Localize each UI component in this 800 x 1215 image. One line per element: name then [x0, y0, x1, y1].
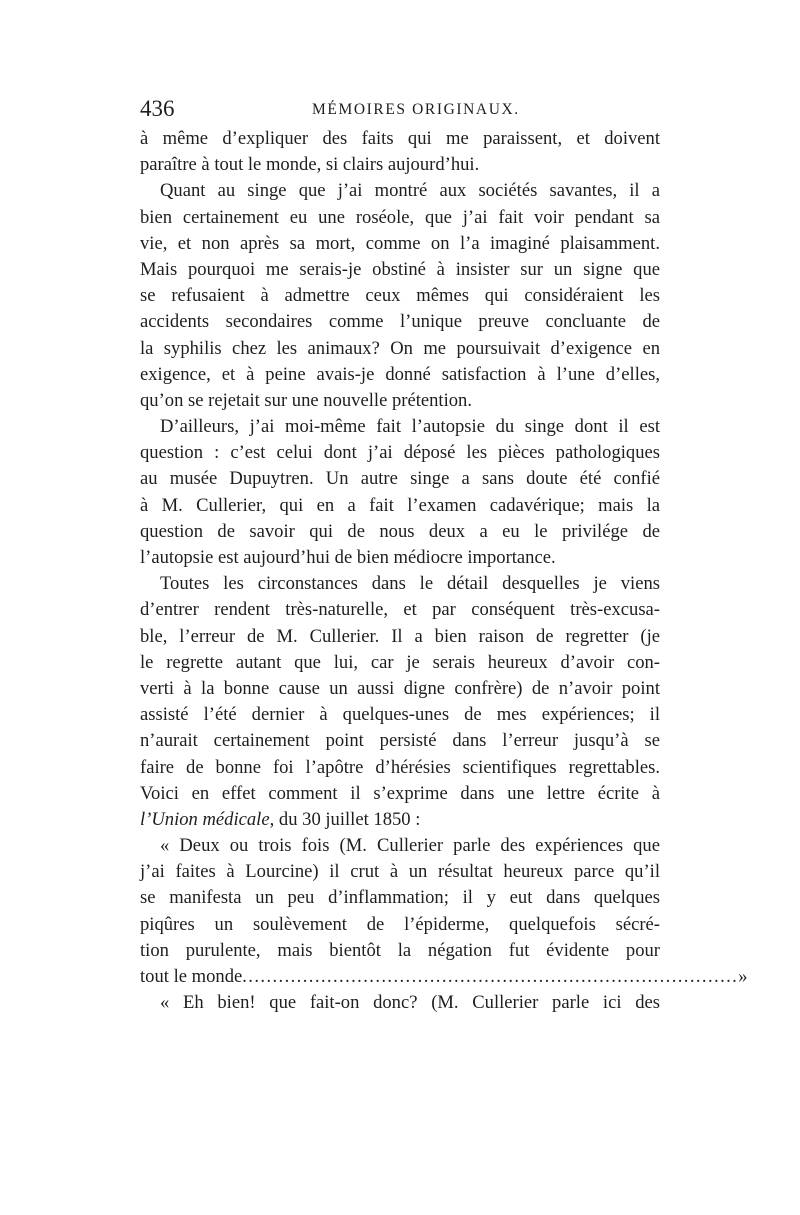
text-line: se refusaient à admettre ceux mêmes qui considéraient les — [140, 285, 660, 307]
text-line: à même d’expliquer des faits qui me paraissent, et doivent — [140, 128, 660, 149]
closing-quote: » — [738, 966, 748, 987]
text-line: Mais pourquoi me serais-je obstiné à insister sur un signe que — [140, 258, 660, 280]
text-line-dot-leader — [140, 964, 748, 990]
text-line: D’ailleurs, j’ai moi-même fait l’autopsie du singe dont il est — [160, 416, 660, 438]
text-line: bien certainement eu une roséole, que j’ai fait voir pendant sa — [140, 206, 660, 228]
text-line: à M. Cullerier, qui en a fait l’examen cadavérique; mais la — [140, 494, 660, 516]
dot-leader: .................................................................................. — [242, 966, 739, 987]
text-line: « Deux ou trois fois (M. Cullerier parle des expériences que — [160, 835, 660, 857]
text-line: paraître à tout le monde, si clairs aujourd’hui. — [140, 154, 480, 176]
text-line: le regrette autant que lui, car je serais heureux d’avoir con- — [140, 651, 660, 673]
text-line: piqûres un soulèvement de l’épiderme, quelquefois sécré- — [140, 913, 660, 935]
journal-title: l’Union médicale — [140, 808, 270, 830]
text-line: question : c’est celui dont j’ai déposé les pièces pathologiques — [140, 442, 660, 464]
text-line: faire de bonne foi l’apôtre d’hérésies scientifiques regrettables. — [140, 756, 660, 778]
body-text — [140, 126, 748, 1016]
text-line-union-medicale — [140, 807, 660, 833]
text-line: vie, et non après sa mort, comme on l’a imaginé plaisamment. — [140, 232, 660, 254]
text-line: n’aurait certainement point persisté dans l’erreur jusqu’à se — [140, 730, 660, 752]
text-line: qu’on se rejetait sur une nouvelle prétention. — [140, 389, 473, 411]
text-line: question de savoir qui de nous deux a eu le privilége de — [140, 520, 660, 542]
text-line: « Eh bien! que fait-on donc? (M. Cullerier parle ici des — [160, 992, 660, 1014]
text-line: Toutes les circonstances dans le détail desquelles je viens — [160, 573, 660, 595]
page-header — [0, 94, 800, 124]
text-line: assisté l’été dernier à quelques-unes de mes expériences; il — [140, 704, 660, 726]
dot-leader-text: tout le monde — [140, 966, 243, 987]
text-line: se manifesta un peu d’inflammation; il y eut dans quelques — [140, 887, 660, 909]
running-title: MÉMOIRES ORIGINAUX. — [312, 101, 520, 118]
text-line: Quant au singe que j’ai montré aux sociétés savantes, il a — [160, 180, 660, 202]
text-line: au musée Dupuytren. Un autre singe a sans doute été confié — [140, 468, 660, 490]
citation-date: , du 30 juillet 1850 : — [269, 808, 421, 830]
text-line: d’entrer rendent très-naturelle, et par conséquent très-excusa- — [140, 599, 660, 621]
text-line: Voici en effet comment il s’exprime dans une lettre écrite à — [140, 782, 660, 804]
text-line: j’ai faites à Lourcine) il crut à un résultat heureux parce qu’il — [140, 861, 660, 883]
text-line: verti à la bonne cause un aussi digne confrère) de n’avoir point — [140, 677, 660, 699]
text-line: la syphilis chez les animaux? On me poursuivait d’exigence en — [140, 337, 660, 359]
text-line: tion purulente, mais bientôt la négation fut évidente pour — [140, 939, 660, 961]
text-line: ble, l’erreur de M. Cullerier. Il a bien raison de regretter (je — [140, 625, 660, 647]
text-line: accidents secondaires comme l’unique preuve concluante de — [140, 311, 660, 333]
page-number: 436 — [140, 96, 175, 121]
text-line: exigence, et à peine avais-je donné satisfaction à l’une d’elles, — [140, 363, 660, 385]
text-line: l’autopsie est aujourd’hui de bien médiocre importance. — [140, 547, 556, 568]
